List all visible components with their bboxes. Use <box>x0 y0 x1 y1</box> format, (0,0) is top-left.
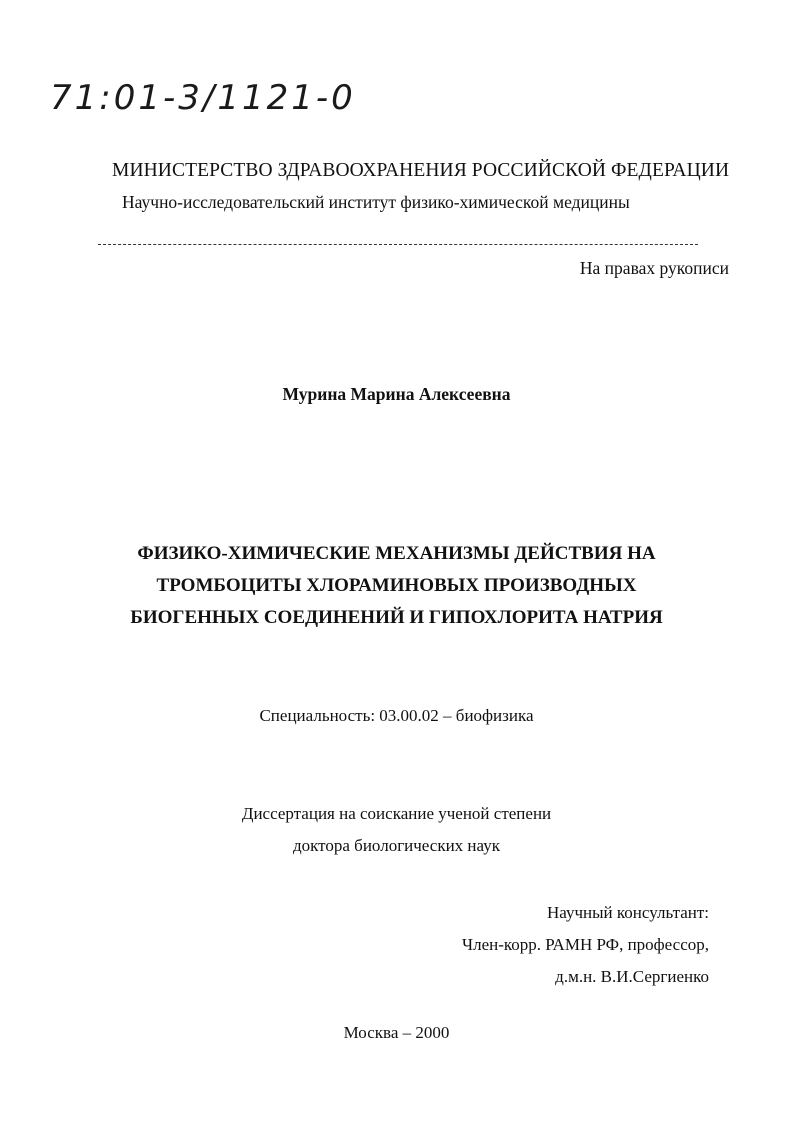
title-line: ФИЗИКО-ХИМИЧЕСКИЕ МЕХАНИЗМЫ ДЕЙСТВИЯ НА <box>137 543 656 564</box>
dissertation-title <box>0 538 793 634</box>
city-year: Москва – 2000 <box>343 1023 450 1042</box>
archive-number: 71:01-3/1121-0 <box>50 78 356 118</box>
title-line: ТРОМБОЦИТЫ ХЛОРАМИНОВЫХ ПРОИЗВОДНЫХ <box>156 575 637 596</box>
consultant-line: Научный консультант: <box>547 903 709 922</box>
author-name: Мурина Марина Алексеевна <box>282 384 511 404</box>
institute-name: Научно-исследовательский институт физико-химической медицины <box>122 192 630 212</box>
specialty: Специальность: 03.00.02 – биофизика <box>259 706 534 725</box>
scientific-consultant <box>462 897 709 993</box>
ministry-heading: МИНИСТЕРСТВО ЗДРАВООХРАНЕНИЯ РОССИЙСКОЙ ФЕДЕРАЦИИ <box>112 160 730 181</box>
degree-line: Диссертация на соискание ученой степени <box>241 804 552 823</box>
title-line: БИОГЕННЫХ СОЕДИНЕНИЙ И ГИПОХЛОРИТА НАТРИЯ <box>130 607 663 628</box>
header-separator <box>98 244 698 245</box>
consultant-line: д.м.н. В.И.Сергиенко <box>555 967 709 986</box>
degree-statement <box>0 798 793 862</box>
degree-line: доктора биологических наук <box>293 836 500 855</box>
manuscript-note: На правах рукописи <box>579 258 729 278</box>
consultant-line: Член-корр. РАМН РФ, профессор, <box>462 935 709 954</box>
